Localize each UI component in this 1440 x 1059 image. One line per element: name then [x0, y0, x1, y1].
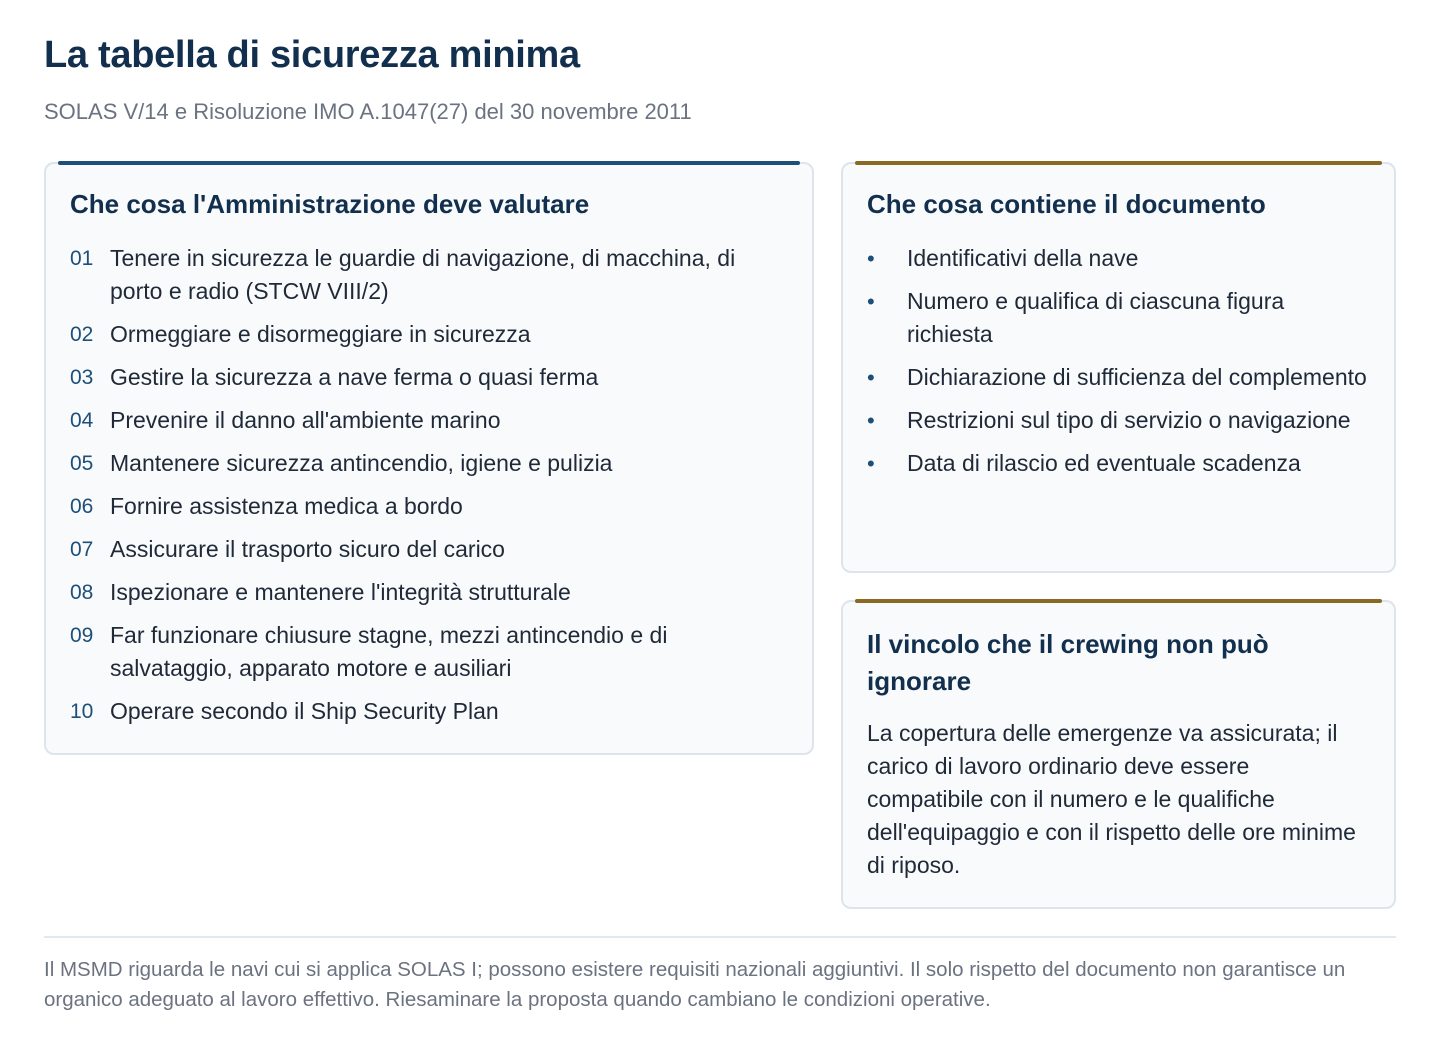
footer-note: Il MSMD riguarda le navi cui si applica SOLAS I; possono esistere requisiti nazionali aggiuntivi. Il solo rispetto del documento non garantisce un organico adeguato al lavoro effettivo. Riesaminare la proposta quando cambiano le condizioni operative.: [44, 958, 1346, 1011]
item-number: 02: [70, 323, 94, 346]
page-title: La tabella di sicurezza minima: [44, 34, 580, 76]
item-text: Fornire assistenza medica a bordo: [110, 493, 463, 519]
item-number: 07: [70, 538, 94, 561]
list-item: [867, 361, 1370, 394]
assessment-heading: Che cosa l'Amministrazione deve valutare: [70, 189, 590, 219]
card-accent-bar: [855, 161, 1382, 165]
item-text: Prevenire il danno all'ambiente marino: [110, 407, 501, 433]
footer-divider: [44, 936, 1396, 938]
item-text: Restrizioni sul tipo di servizio o navigazione: [907, 407, 1351, 433]
assessment-list: [70, 242, 788, 738]
item-text: Ispezionare e mantenere l'integrità strutturale: [110, 579, 571, 605]
item-text: Numero e qualifica di ciascuna figura richiesta: [907, 288, 1285, 347]
page: [44, 0, 1396, 1059]
list-item: [867, 242, 1370, 275]
item-number: 09: [70, 624, 94, 647]
item-number: 04: [70, 409, 94, 432]
bullet-icon: •: [867, 408, 875, 433]
item-number: 01: [70, 247, 94, 270]
contents-list: [867, 242, 1370, 490]
card-accent-bar: [855, 599, 1382, 603]
item-text: Dichiarazione di sufficienza del complemento: [907, 364, 1367, 390]
item-text: Far funzionare chiusure stagne, mezzi antincendio e di salvataggio, apparato motore e ausiliari: [110, 622, 668, 681]
item-text: Mantenere sicurezza antincendio, igiene e pulizia: [110, 450, 613, 476]
item-text: Tenere in sicurezza le guardie di navigazione, di macchina, di porto e radio (STCW VIII/2): [110, 245, 736, 304]
document-contents-card: [841, 162, 1396, 573]
list-item: [70, 242, 788, 308]
constraint-text: La copertura delle emergenze va assicurata; il carico di lavoro ordinario deve essere compatibile con il numero e le qualifiche dell'equipaggio e con il rispetto delle ore minime di riposo.: [867, 720, 1356, 878]
item-number: 10: [70, 700, 94, 723]
item-number: 05: [70, 452, 94, 475]
contents-heading: Che cosa contiene il documento: [867, 189, 1266, 219]
bullet-icon: •: [867, 289, 875, 314]
card-accent-bar: [58, 161, 800, 165]
list-item: [867, 285, 1370, 351]
list-item: [70, 619, 788, 685]
list-item: [70, 447, 788, 480]
item-text: Identificativi della nave: [907, 245, 1139, 271]
list-item: [70, 318, 788, 351]
item-text: Data di rilascio ed eventuale scadenza: [907, 450, 1301, 476]
list-item: [70, 361, 788, 394]
item-text: Gestire la sicurezza a nave ferma o quasi ferma: [110, 364, 599, 390]
list-item: [70, 533, 788, 566]
list-item: [70, 695, 788, 728]
constraint-heading: Il vincolo che il crewing non può ignorare: [867, 629, 1269, 696]
assessment-card: [44, 162, 814, 755]
bullet-icon: •: [867, 246, 875, 271]
item-text: Operare secondo il Ship Security Plan: [110, 698, 499, 724]
list-item: [867, 447, 1370, 480]
item-number: 08: [70, 581, 94, 604]
bullet-icon: •: [867, 451, 875, 476]
item-text: Assicurare il trasporto sicuro del carico: [110, 536, 505, 562]
item-text: Ormeggiare e disormeggiare in sicurezza: [110, 321, 531, 347]
constraint-card: [841, 600, 1396, 909]
item-number: 06: [70, 495, 94, 518]
list-item: [70, 490, 788, 523]
item-number: 03: [70, 366, 94, 389]
list-item: [867, 404, 1370, 437]
list-item: [70, 576, 788, 609]
page-subtitle: SOLAS V/14 e Risoluzione IMO A.1047(27) del 30 novembre 2011: [44, 99, 692, 124]
bullet-icon: •: [867, 365, 875, 390]
list-item: [70, 404, 788, 437]
